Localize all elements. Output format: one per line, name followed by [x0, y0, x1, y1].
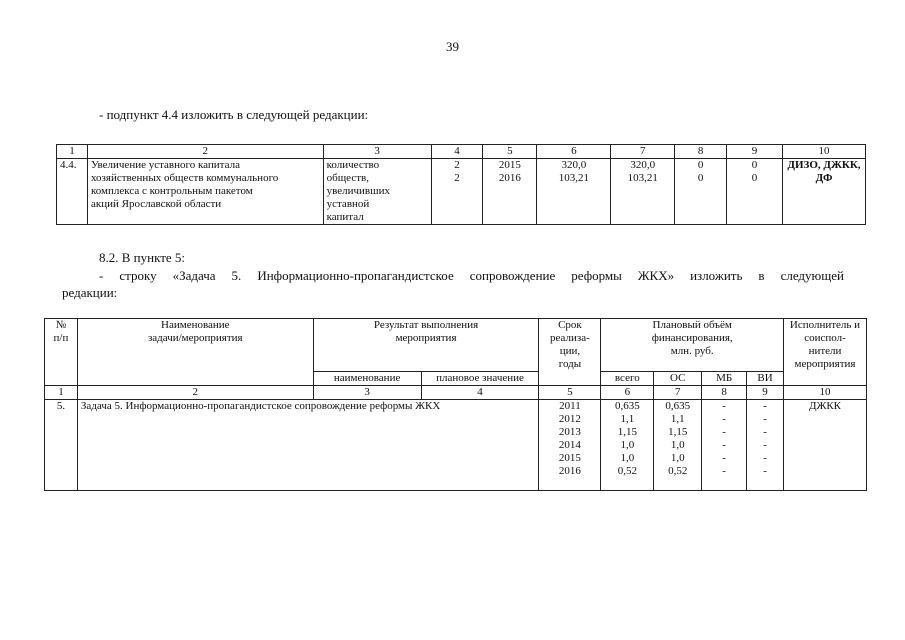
- table1-col-num: 7: [611, 145, 675, 159]
- section-title: 8.2. В пункте 5:: [99, 250, 186, 265]
- row-number: 4.4.: [57, 159, 88, 225]
- header-result: Результат выполнения мероприятия: [313, 319, 539, 372]
- subheader-mb: МБ: [702, 372, 747, 386]
- table1-col-num: 2: [87, 145, 323, 159]
- subheader-name: наименование: [313, 372, 421, 386]
- funding-vi: 0 0: [727, 159, 783, 225]
- table-subpoint-4-4: [56, 144, 866, 225]
- col-number: 6: [601, 386, 654, 400]
- subheader-value: плановое значение: [421, 372, 539, 386]
- header-term: Срок реализа- ции, годы: [539, 319, 601, 386]
- funding-total-list: 0,635 1,1 1,15 1,0 1,0 0,52: [601, 400, 654, 491]
- table1-col-num: 3: [323, 145, 431, 159]
- table2-header-row-1: [45, 319, 867, 372]
- table1-col-num: 4: [431, 145, 483, 159]
- col-number: 4: [421, 386, 539, 400]
- funding-total: 320,0 103,21: [537, 159, 611, 225]
- result-indicator: количество обществ, увеличивших уставной капитал: [323, 159, 431, 225]
- planned-value: 2 2: [431, 159, 483, 225]
- col-number: 9: [747, 386, 784, 400]
- funding-mb: 0 0: [675, 159, 727, 225]
- task-name: Задача 5. Информационно-пропагандистское сопровождение реформы ЖКХ: [77, 400, 539, 491]
- table1-col-num: 8: [675, 145, 727, 159]
- col-number: 2: [77, 386, 313, 400]
- header-task-name: Наименование задачи/мероприятия: [77, 319, 313, 386]
- table1-col-num: 5: [483, 145, 537, 159]
- executors: ДИЗО, ДЖКК, ДФ: [783, 159, 866, 225]
- funding-os: 320,0 103,21: [611, 159, 675, 225]
- table-task-5: [44, 318, 867, 491]
- header-number: № п/п: [45, 319, 78, 386]
- funding-os-list: 0,635 1,1 1,15 1,0 1,0 0,52: [654, 400, 702, 491]
- subheader-vi: ВИ: [747, 372, 784, 386]
- funding-vi-list: - - - - - -: [747, 400, 784, 491]
- row-number: 5.: [45, 400, 78, 491]
- col-number: 8: [702, 386, 747, 400]
- years-list: 2011 2012 2013 2014 2015 2016: [539, 400, 601, 491]
- intro-line: - подпункт 4.4 изложить в следующей редакции:: [99, 107, 369, 122]
- table2-number-row: [45, 386, 867, 400]
- table1-col-num: 6: [537, 145, 611, 159]
- subheader-os: ОС: [654, 372, 702, 386]
- col-number: 5: [539, 386, 601, 400]
- section-text: - строку «Задача 5. Информационно-пропагандистское сопровождение реформы ЖКХ» изложить в следующей: [99, 268, 844, 283]
- table1-col-num: 1: [57, 145, 88, 159]
- table1-col-num: 10: [783, 145, 866, 159]
- executor: ДЖКК: [784, 400, 867, 491]
- col-number: 3: [313, 386, 421, 400]
- page-number: 39: [446, 39, 459, 54]
- col-number: 1: [45, 386, 78, 400]
- measure-name: Увеличение уставного капитала хозяйственных обществ коммунального комплекса с контрольным пакетом акций Ярославской области: [87, 159, 323, 225]
- header-funding: Плановый объём финансирования, млн. руб.: [601, 319, 784, 372]
- term-years: 2015 2016: [483, 159, 537, 225]
- subheader-total: всего: [601, 372, 654, 386]
- section-text-continuation: редакции:: [62, 285, 118, 300]
- header-executor: Исполнитель и соиспол- нители мероприятия: [784, 319, 867, 386]
- col-number: 10: [784, 386, 867, 400]
- table1-row-4-4: [57, 159, 866, 225]
- table1-col-num: 9: [727, 145, 783, 159]
- col-number: 7: [654, 386, 702, 400]
- table2-row-task-5: [45, 400, 867, 491]
- funding-mb-list: - - - - - -: [702, 400, 747, 491]
- table1-header-row: [57, 145, 866, 159]
